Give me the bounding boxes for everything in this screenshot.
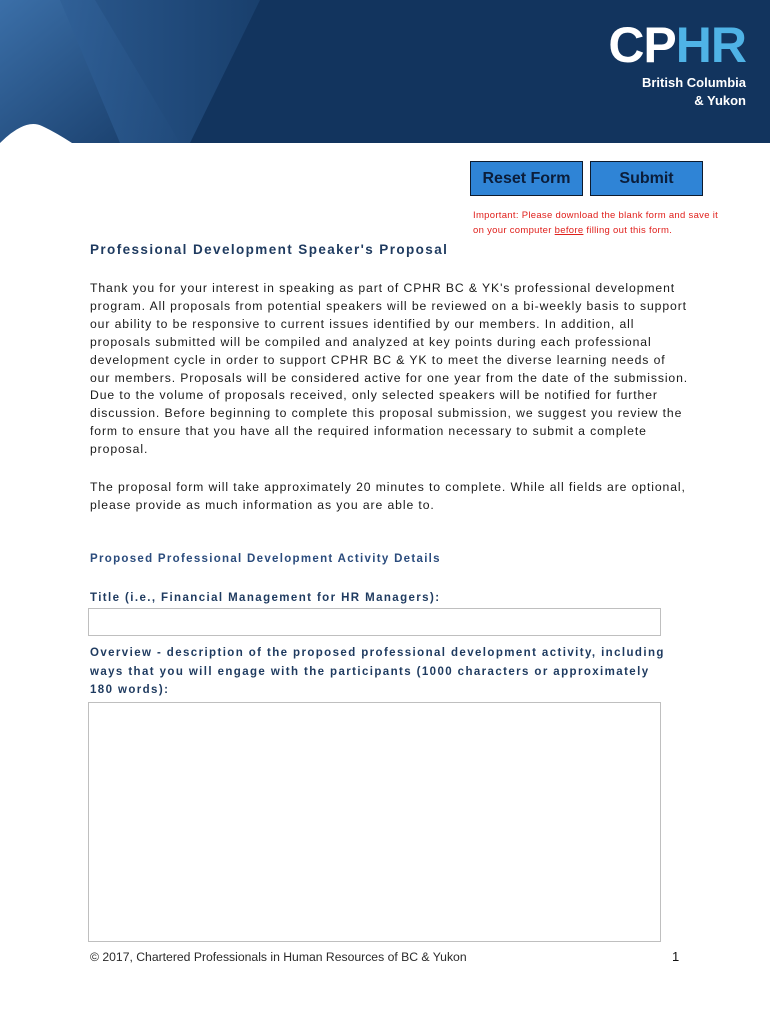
overview-textarea[interactable] (88, 702, 661, 942)
page-title: Professional Development Speaker's Proposal (90, 242, 449, 257)
intro-paragraph: Thank you for your interest in speaking as part of CPHR BC & YK's professional development program. All proposals from potential speakers will be reviewed on a bi-weekly basis to support our ability to be responsive to current issues identified by our members. In addition, all proposals submitted will be compiled and analyzed at key points during each professional development cycle in order to support CPHR BC & YK to meet the diverse learning needs of our members. Proposals will be considered active for one year from the date of the submission. Due to the volume of proposals received, only selected speakers will be notified for further discussion. Before beginning to complete this proposal submission, we suggest you review the form to ensure that you have all the required information necessary to submit a complete proposal. (90, 281, 689, 457)
reset-form-button[interactable]: Reset Form (470, 161, 583, 196)
notice-line2-end: filling out this form. (583, 225, 673, 236)
title-input[interactable] (88, 608, 661, 636)
download-notice (473, 208, 763, 238)
notice-line1: Important: Please download the blank form and save it (473, 210, 719, 221)
title-field-label: Title (i.e., Financial Management for HR Managers): (90, 592, 441, 604)
time-estimate-paragraph: The proposal form will take approximately 20 minutes to complete. While all fields are optional, please provide as much information as you are able to. (90, 480, 686, 512)
notice-emphasis: before (554, 225, 584, 236)
logo-region-line2: & Yukon (694, 93, 746, 108)
logo-wordmark: CPHR (608, 17, 746, 73)
page-number: 1 (672, 949, 680, 964)
submit-button[interactable]: Submit (590, 161, 703, 196)
header-banner (0, 0, 770, 143)
copyright-footer: © 2017, Chartered Professionals in Human Resources of BC & Yukon (90, 950, 467, 964)
cphr-logo (608, 16, 746, 110)
section-heading: Proposed Professional Development Activity Details (90, 553, 441, 565)
logo-region-line1: British Columbia (641, 75, 746, 90)
notice-line2-start: on your computer (473, 225, 555, 236)
overview-field-label: Overview - description of the proposed professional development activity, including ways that you will engage with the participants (1000 characters or approximately 180 words): (90, 647, 665, 696)
